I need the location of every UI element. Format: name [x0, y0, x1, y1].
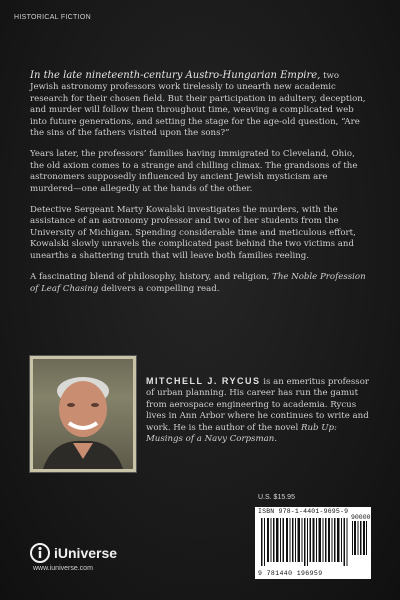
barcode-digits: 9 781440 196959 [258, 570, 323, 577]
price-label: U.S. $15.95 [258, 494, 295, 501]
blurb-paragraph-2: Years later, the professors’ families having immigrated to Cleveland, Ohio, the old axiom comes to a strange and chilling climax. The grandsons of the astronomers supposedly influenced by ancient Jewish mysticism are murdered—one allegedly at the hands of the other. [30, 149, 358, 194]
publisher-logo [30, 543, 117, 563]
iuniverse-logo-icon [30, 543, 50, 563]
blurb-p1-text: two Jewish astronomy professors work tirelessly to unearth new academic research for their chosen field. But their participation in adultery, deception, and murder will follow them throughout time, weaving a complicated web into future generations, and setting the stage for the age-old question, “Are the sins of the fathers visited upon the sons?” [30, 71, 366, 139]
blurb-paragraph-4 [30, 272, 370, 295]
bio-text-a: is an emeritus professor of urban planning. His career has run the gamut from aerospace engineering to academia. Rycus lives in Ann Arbor where he continues to write and work. He is the author of the novel [146, 377, 369, 433]
book-title-italic: The Noble Profession of Leaf Chasing [30, 272, 366, 294]
blurb-opening-script: In the late nineteenth-century Austro-Hungarian Empire, [30, 70, 321, 81]
bio-text-b: . [274, 434, 278, 445]
isbn-barcode [255, 507, 371, 579]
blurb-p4-end: delivers a compelling read. [98, 283, 220, 294]
author-name: MITCHELL J. RYCUS [146, 376, 261, 386]
isbn-text: ISBN 978-1-4401-9695-9 [258, 508, 349, 515]
price-code: 90000 [351, 514, 371, 521]
blurb-paragraph-3: Detective Sergeant Marty Kowalski investigates the murders, with the assistance of an astronomy professor and two of her students from the University of Michigan. Spending considerable time and meticulous effort, Kowalski slowly unravels the complicated past behind the two victims and unearths a shattering truth that will leave both families reeling. [30, 205, 356, 261]
back-cover-blurb [30, 70, 370, 305]
barcode-bars [255, 507, 371, 579]
genre-label: HISTORICAL FICTION [14, 14, 91, 21]
publisher-url: www.iuniverse.com [33, 565, 93, 572]
blurb-paragraph-1 [30, 70, 370, 139]
author-portrait-illustration [33, 359, 133, 469]
blurb-p4-start: A fascinating blend of philosophy, history, and religion, [30, 272, 273, 283]
author-photo [30, 356, 136, 472]
publisher-name: iUniverse [54, 545, 118, 561]
novel-title-italic: Rub Up: Musings of a Navy Corpsman [146, 422, 337, 445]
author-bio [146, 376, 376, 445]
